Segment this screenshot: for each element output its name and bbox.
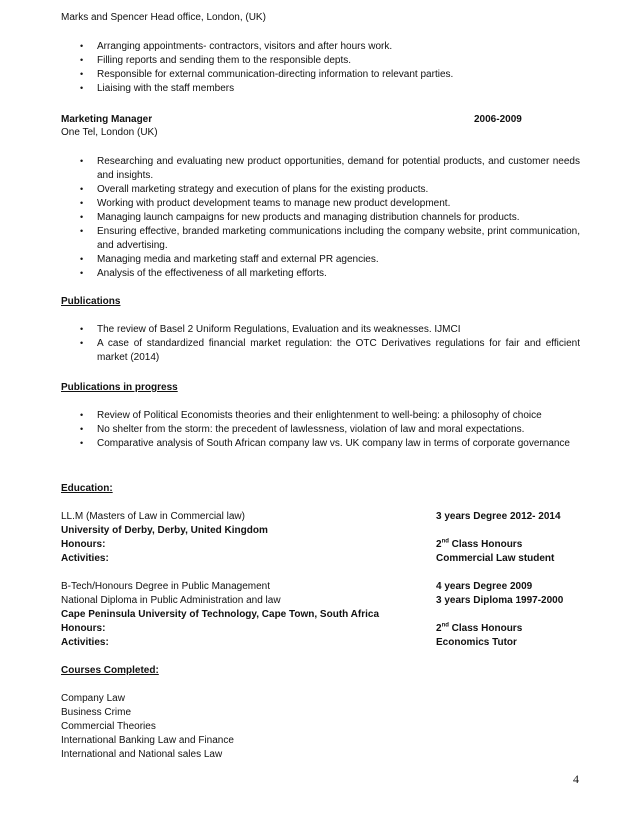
bullet-icon: • <box>80 83 84 94</box>
page-number: 4 <box>573 772 579 786</box>
list-item: • Review of Political Economists theories and their enlightenment to well-being: a philosophy of choice <box>80 410 542 421</box>
course-item: Commercial Theories <box>61 721 156 732</box>
btech-honours-value: 2nd Class Honours <box>436 622 523 634</box>
llm-honours-label: Honours: <box>61 539 106 550</box>
list-item: • Managing launch campaigns for new products and managing distribution channels for products. <box>80 211 520 223</box>
bullet-icon: • <box>80 41 84 51</box>
job-title: Marketing Manager <box>61 114 153 125</box>
list-item: • Filling reports and sending them to the responsible depts. <box>80 55 352 67</box>
diploma-name: National Diploma in Public Administration and law <box>61 595 281 606</box>
llm-degree: LL.M (Masters of Law in Commercial law) <box>61 511 245 522</box>
list-item: • Liaising with the staff members <box>80 83 235 95</box>
bullet-icon: • <box>80 253 84 264</box>
mm-duties-list <box>80 155 580 281</box>
list-item: • Arranging appointments- contractors, visitors and after hours work. <box>80 41 393 52</box>
llm-honours-value: 2nd Class Honours <box>436 538 523 550</box>
list-item: • No shelter from the storm: the precedent of lawlessness, violation of law and moral expectations. <box>80 424 525 436</box>
list-item: • Overall marketing strategy and execution of plans for the existing products. <box>80 183 429 195</box>
publications-heading: Publications <box>61 296 121 307</box>
publications-progress-heading: Publications in progress <box>61 382 178 393</box>
course-item: International and National sales Law <box>61 749 223 760</box>
llm-university: University of Derby, Derby, United Kingdom <box>61 525 268 536</box>
list-item: • Comparative analysis of South African company law vs. UK company law in terms of corporate governance <box>80 438 570 450</box>
bullet-icon: • <box>80 197 84 208</box>
bullet-icon: • <box>80 324 84 334</box>
bullet-icon: • <box>80 267 84 278</box>
btech-activities-value: Economics Tutor <box>436 637 517 648</box>
llm-years: 3 years Degree 2012- 2014 <box>436 511 561 522</box>
list-item: • Analysis of the effectiveness of all marketing efforts. <box>80 267 327 279</box>
list-item: • Ensuring effective, branded marketing communications including the company website, print communication, and advertising. <box>80 225 580 251</box>
list-item: • The review of Basel 2 Uniform Regulations, Evaluation and its weaknesses. IJMCI <box>80 324 461 335</box>
job-years: 2006-2009 <box>474 114 522 125</box>
list-item: • Researching and evaluating new product opportunities, demand for potential products, and customer needs and insights. <box>80 156 580 181</box>
bullet-icon: • <box>80 156 84 166</box>
course-item: Company Law <box>61 693 125 704</box>
bullet-icon: • <box>80 410 84 420</box>
publications-list <box>80 323 580 365</box>
btech-activities-label: Activities: <box>61 637 109 648</box>
bullet-icon: • <box>80 225 84 236</box>
list-item: • Managing media and marketing staff and external PR agencies. <box>80 253 379 265</box>
job-company: One Tel, London (UK) <box>61 127 158 138</box>
diploma-years: 3 years Diploma 1997-2000 <box>436 595 564 606</box>
bullet-icon: • <box>80 69 84 80</box>
course-item: Business Crime <box>61 707 132 718</box>
list-item: • Working with product development teams to manage new product development. <box>80 197 451 209</box>
bullet-icon: • <box>80 211 84 222</box>
ms-duties-list <box>80 40 580 96</box>
btech-university: Cape Peninsula University of Technology, Cape Town, South Africa <box>61 609 380 620</box>
education-heading: Education: <box>61 483 113 494</box>
bullet-icon: • <box>80 338 84 349</box>
employer-line: Marks and Spencer Head office, London, (UK) <box>61 12 266 23</box>
llm-activities-value: Commercial Law student <box>436 553 555 564</box>
publications-progress-list <box>80 409 580 451</box>
btech-years: 4 years Degree 2009 <box>436 581 533 592</box>
list-item: • Responsible for external communication-directing information to relevant parties. <box>80 69 454 81</box>
bullet-icon: • <box>80 424 84 435</box>
course-item: International Banking Law and Finance <box>61 735 234 746</box>
bullet-icon: • <box>80 438 84 449</box>
btech-degree: B-Tech/Honours Degree in Public Management <box>61 581 270 592</box>
btech-honours-label: Honours: <box>61 623 106 634</box>
bullet-icon: • <box>80 55 84 66</box>
courses-heading: Courses Completed: <box>61 665 159 676</box>
list-item: • A case of standardized financial market regulation: the OTC Derivatives regulations for fair and efficient market (2014) <box>80 338 580 363</box>
bullet-icon: • <box>80 183 84 194</box>
llm-activities-label: Activities: <box>61 553 109 564</box>
